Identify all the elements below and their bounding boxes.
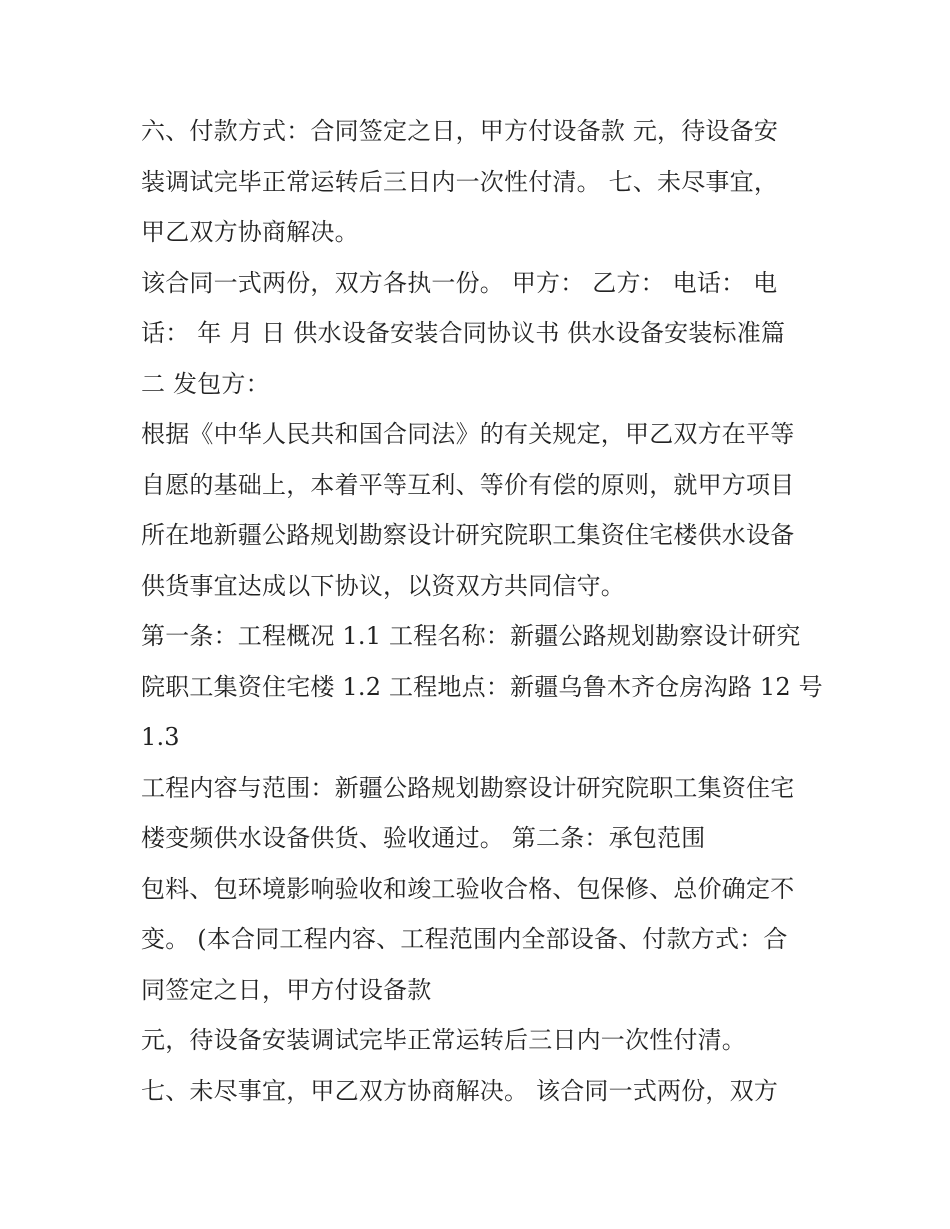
paragraph-scope bbox=[141, 763, 821, 864]
paragraph-preamble bbox=[141, 409, 821, 611]
text-line: 该合同一式两份，双方各执一份。 甲方： 乙方： 电话： 电 bbox=[141, 268, 778, 297]
paragraph-unresolved-matters bbox=[141, 1066, 821, 1117]
text-line: 工程内容与范围：新疆公路规划勘察设计研究院职工集资住宅 bbox=[141, 773, 795, 802]
text-line: 同签定之日，甲方付设备款 bbox=[141, 975, 432, 1004]
paragraph-article-one bbox=[141, 611, 821, 763]
text-line: 变。 (本合同工程内容、工程范围内全部设备、付款方式：合 bbox=[141, 925, 788, 953]
text-line: 1.3 bbox=[141, 723, 180, 751]
text-line: 七、未尽事宜，甲乙双方协商解决。 该合同一式两份，双方 bbox=[141, 1076, 779, 1105]
text-line: 甲乙双方协商解决。 bbox=[141, 218, 359, 246]
text-line: 包料、包环境影响验收和竣工验收合格、包保修、总价确定不 bbox=[141, 874, 795, 903]
text-line: 二 发包方： bbox=[141, 369, 270, 398]
paragraph-signatures bbox=[141, 258, 821, 410]
text-line: 楼变频供水设备供货、验收通过。 第二条：承包范围 bbox=[141, 824, 706, 852]
text-line: 院职工集资住宅楼 1.2 工程地点：新疆乌鲁木齐仓房沟路 12 号 bbox=[141, 672, 823, 701]
text-line: 供货事宜达成以下协议，以资双方共同信守。 bbox=[141, 571, 625, 600]
text-line: 根据《中华人民共和国合同法》的有关规定，甲乙双方在平等 bbox=[141, 420, 795, 448]
paragraph-contract-terms bbox=[141, 864, 821, 1016]
text-line: 自愿的基础上，本着平等互利、等价有偿的原则，就甲方项目 bbox=[141, 470, 795, 499]
paragraph-payment-completion bbox=[141, 1015, 821, 1066]
paragraph-payment-terms bbox=[141, 106, 821, 258]
text-line: 装调试完毕正常运转后三日内一次性付清。 七、未尽事宜， bbox=[141, 167, 779, 196]
document-page bbox=[141, 106, 821, 1116]
text-line: 话： 年 月 日 供水设备安装合同协议书 供水设备安装标准篇 bbox=[141, 319, 786, 347]
text-line: 六、付款方式：合同签定之日，甲方付设备款 元，待设备安 bbox=[141, 117, 779, 145]
text-line: 元，待设备安装调试完毕正常运转后三日内一次性付清。 bbox=[141, 1026, 746, 1054]
text-line: 所在地新疆公路规划勘察设计研究院职工集资住宅楼供水设备 bbox=[141, 521, 795, 549]
text-line: 第一条：工程概况 1.1 工程名称：新疆公路规划勘察设计研究 bbox=[141, 622, 801, 650]
